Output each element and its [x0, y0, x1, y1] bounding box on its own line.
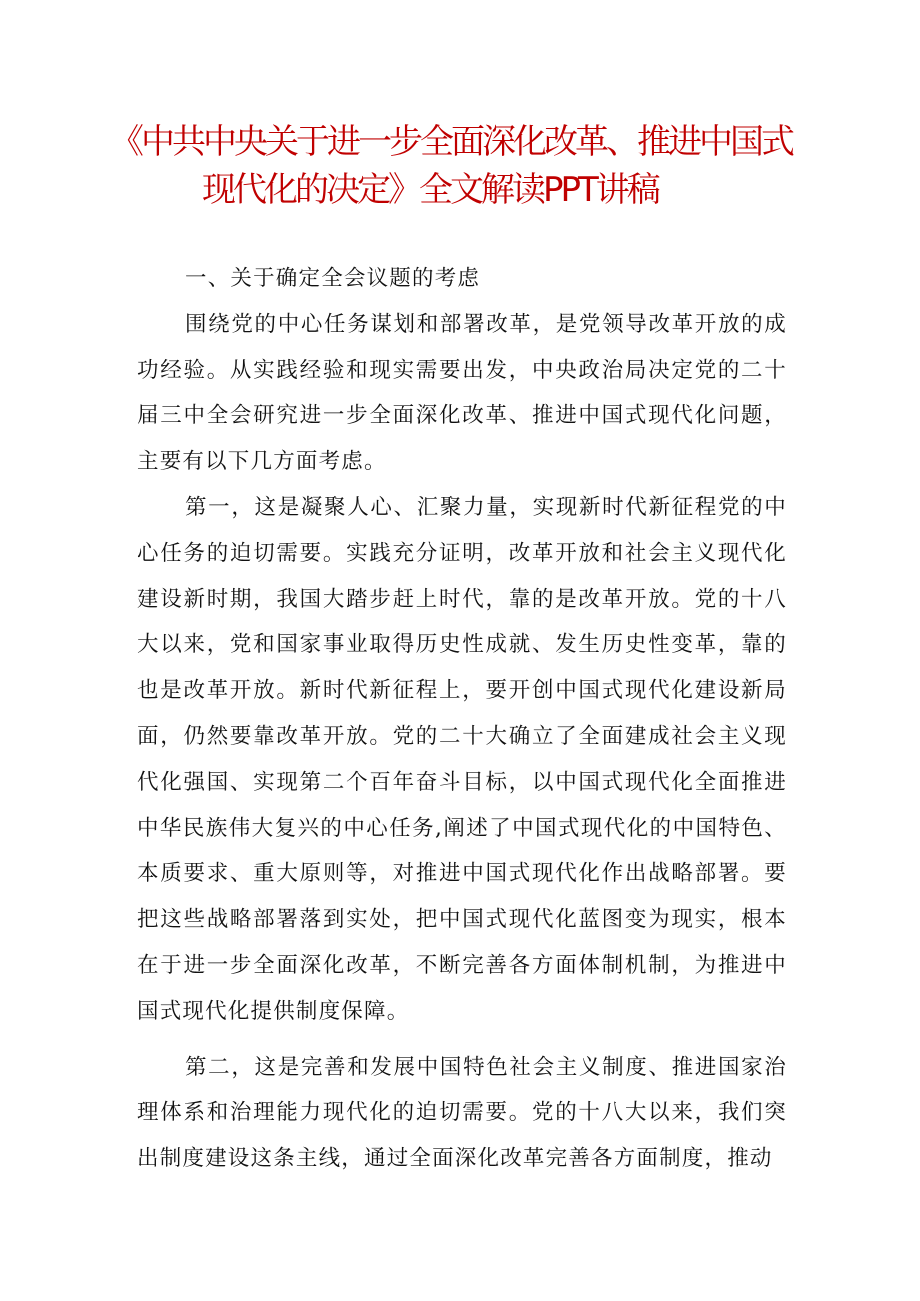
title-line-1: 《中共中央关于进一步全面深化改革、推进中国式 — [110, 122, 792, 162]
title-line-2: 现代化的决定》全文解读PPT讲稿 — [202, 170, 658, 210]
paragraph-intro: 围绕党的中心任务谋划和部署改革，是党领导改革开放的成功经验。从实践经验和现实需要出发，中央政治局决定党的二十届三中全会研究进一步全面深化改革、推进中国式现代化问题，主要有以下几方面考虑。 — [137, 311, 787, 475]
paragraph-first: 第一，这是凝聚人心、汇聚力量，实现新时代新征程党的中心任务的迫切需要。实践充分证明，改革开放和社会主义现代化建设新时期，我国大踏步赶上时代，靠的是改革开放。党的十八大以来，党和国家事业取得历史性成就、发生历史性变革，靠的也是改革开放。新时代新征程上，要开创中国式现代化建设新局面，仍然要靠改革开放。党的二十大确立了全面建成社会主义现代化强国、实现第二个百年奋斗目标，以中国式现代化全面推进中华民族伟大复兴的中心任务,阐述了中国式现代化的中国特色、本质要求、重大原则等，对推进中国式现代化作出战略部署。要把这些战略部署落到实处，把中国式现代化蓝图变为现实，根本在于进一步全面深化改革，不断完善各方面体制机制，为推进中国式现代化提供制度保障。 — [137, 494, 787, 1024]
paragraph-second: 第二，这是完善和发展中国特色社会主义制度、推进国家治理体系和治理能力现代化的迫切需要。党的十八大以来，我们突出制度建设这条主线，通过全面深化改革完善各方面制度，推动 — [137, 1054, 787, 1172]
document-body — [137, 256, 787, 1182]
section-heading: 一、关于确定全会议题的考虑 — [185, 266, 481, 291]
document-title — [110, 118, 810, 214]
